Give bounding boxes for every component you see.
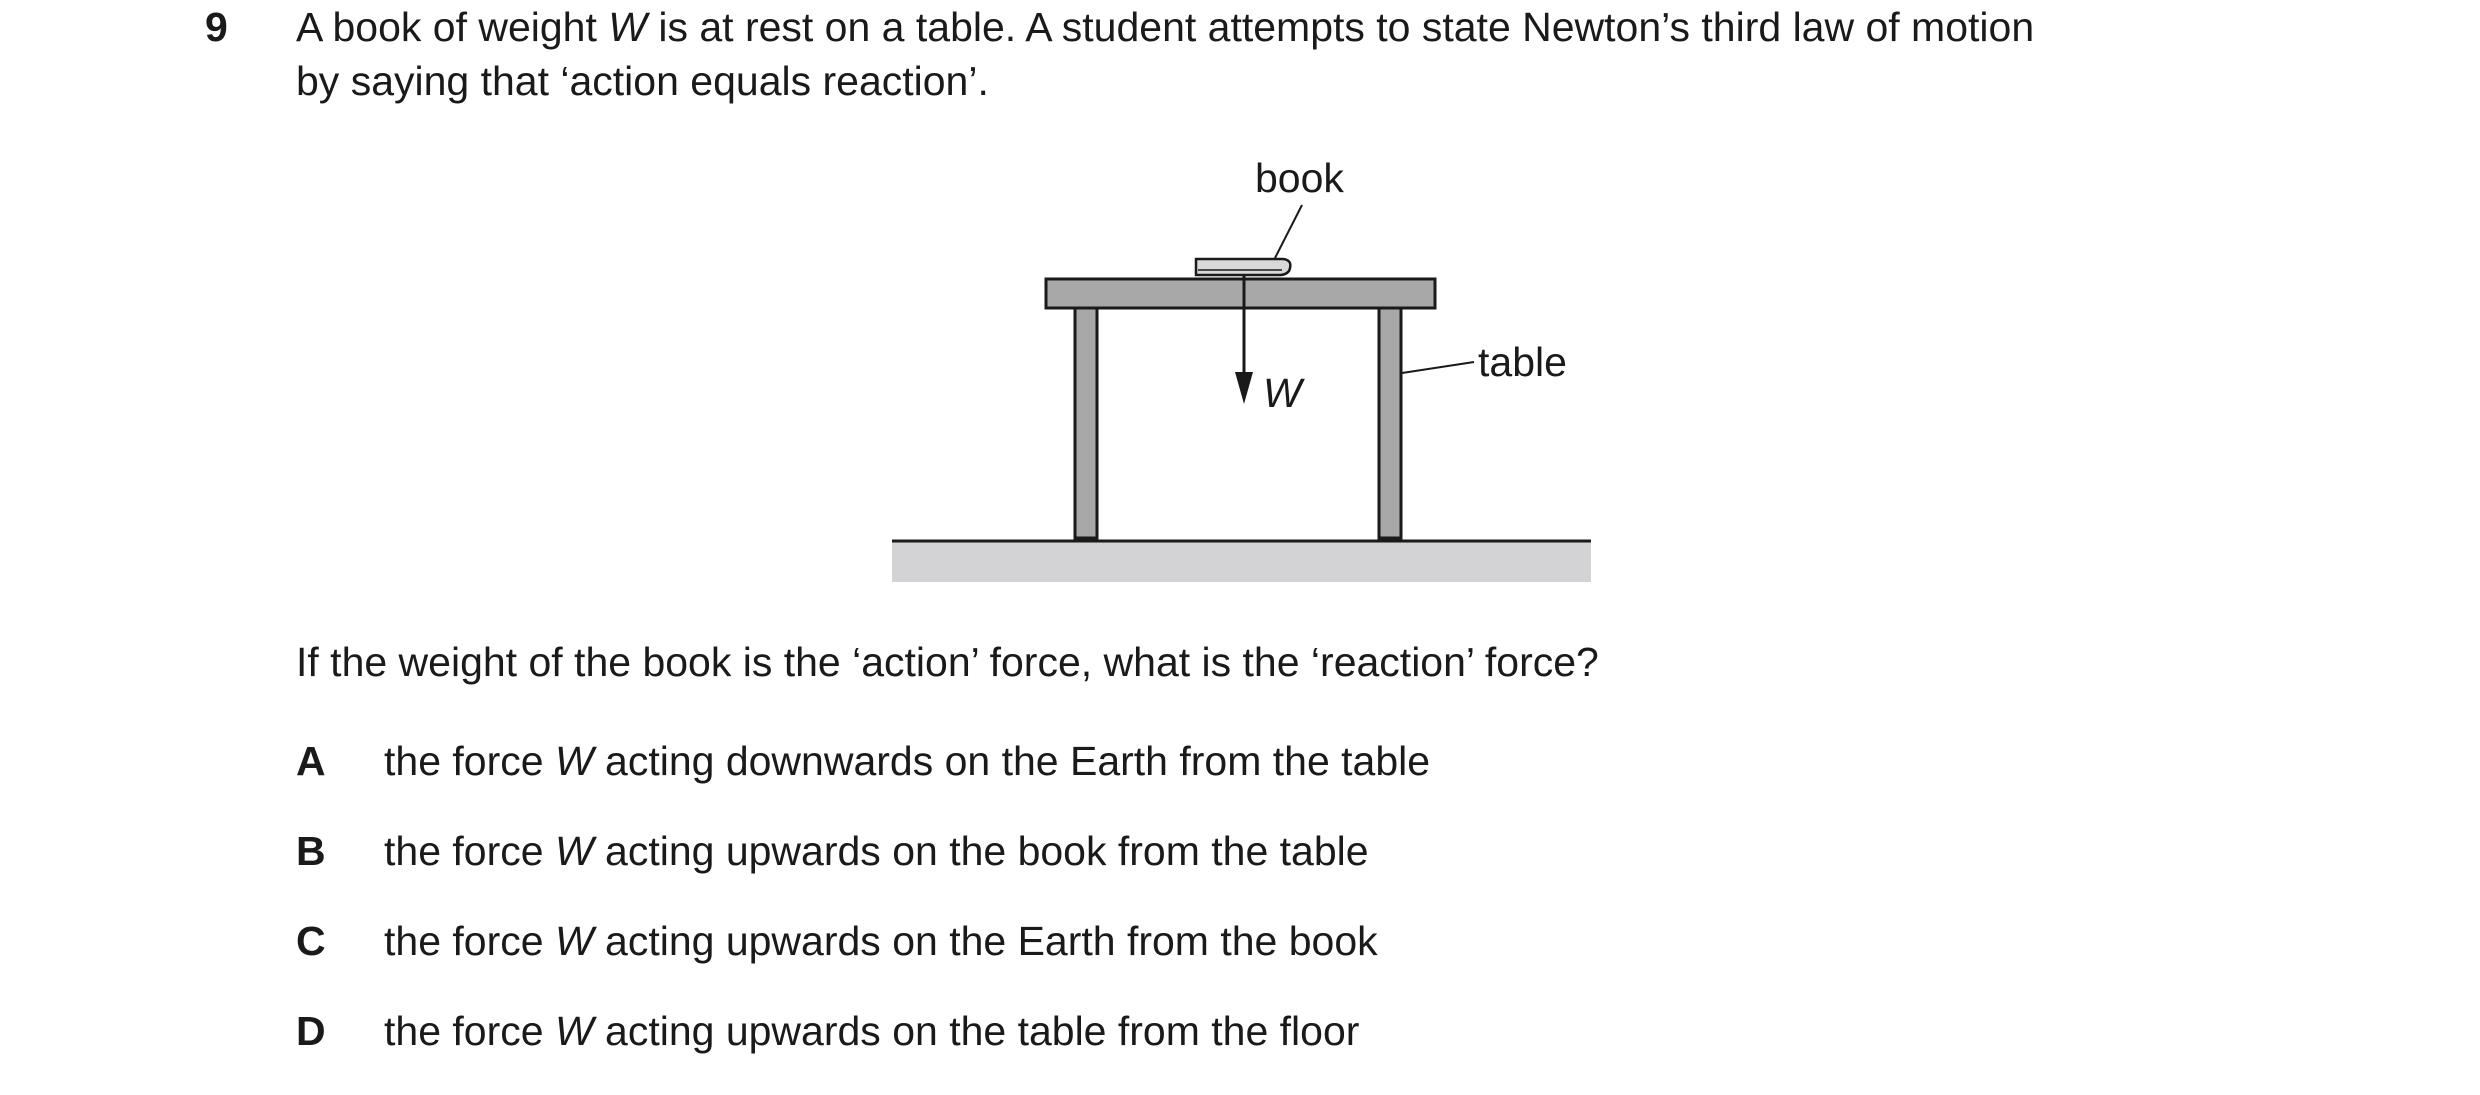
- weight-arrow-head: [1235, 372, 1253, 404]
- option-text: the force: [384, 918, 555, 964]
- question-number: 9: [205, 4, 228, 50]
- book-leader-line: [1275, 205, 1302, 258]
- table-leader-line: [1402, 362, 1474, 373]
- option-text: acting upwards on the Earth from the book: [593, 918, 1378, 964]
- weight-variable: W: [554, 918, 594, 964]
- floor: [892, 542, 1591, 582]
- option-text: acting downwards on the Earth from the table: [593, 738, 1431, 784]
- question-prompt: If the weight of the book is the ‘action’ force, what is the ‘reaction’ force?: [296, 639, 1599, 685]
- weight-variable: W: [554, 738, 594, 784]
- table-label: table: [1478, 339, 1567, 385]
- option-letter: C: [296, 918, 326, 964]
- option-b[interactable]: [296, 824, 1369, 878]
- option-d[interactable]: [296, 1004, 1359, 1058]
- stem-text: is at rest on a table. A student attempts to state Newton’s third law of motion: [646, 4, 2035, 50]
- option-letter: B: [296, 828, 326, 874]
- table-leg-right: [1379, 306, 1401, 538]
- book-label: book: [1255, 155, 1344, 201]
- option-text: the force: [384, 828, 555, 874]
- option-a[interactable]: [296, 734, 1430, 788]
- weight-variable: W: [608, 4, 647, 50]
- option-letter: A: [296, 738, 326, 784]
- weight-label: W: [1263, 370, 1302, 416]
- stem-line-2: by saying that ‘action equals reaction’.: [296, 58, 989, 104]
- weight-variable: W: [554, 1008, 594, 1054]
- table-top: [1046, 279, 1435, 308]
- option-text: acting upwards on the book from the table: [593, 828, 1369, 874]
- option-letter: D: [296, 1008, 326, 1054]
- option-text: the force: [384, 1008, 555, 1054]
- option-text: the force: [384, 738, 555, 784]
- option-text: acting upwards on the table from the floor: [593, 1008, 1360, 1054]
- stem-text: A book of weight: [296, 4, 609, 50]
- book: [1196, 259, 1290, 275]
- table-leg-left: [1075, 306, 1097, 538]
- weight-variable: W: [554, 828, 594, 874]
- option-c[interactable]: [296, 914, 1378, 968]
